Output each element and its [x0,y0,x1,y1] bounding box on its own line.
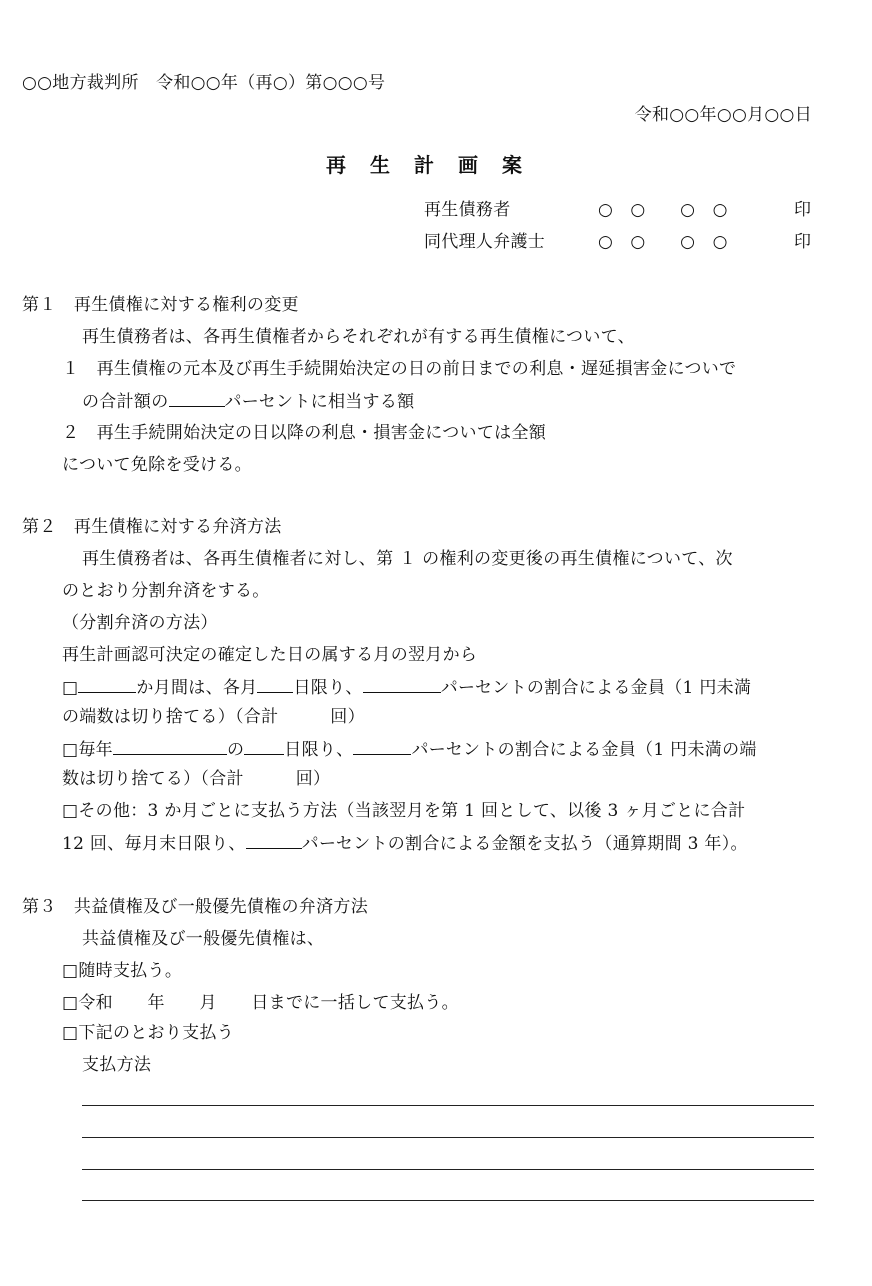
percentage-blank [169,390,225,407]
document-title: 再生計画案 [326,153,546,177]
section-1-item-1-text-a: の合計額の [82,392,169,412]
monthly-option-text-d: パーセントの割合による金員（1 円未満 [440,678,752,698]
monthly-option-line-1 [62,676,751,699]
yearly-option-text-b: の [226,740,245,760]
section-2-intro-line-1: 再生債務者は、各再生債権者に対し、第 １ の権利の変更後の再生債権について、次 [82,549,733,569]
day-blank [257,676,293,693]
other-option-text-a: 12 回、毎月末日限り、 [62,834,246,854]
payment-method-line-4 [82,1200,814,1201]
attorney-seal: 印 [794,232,812,252]
section-3-heading: 第３ 共益債権及び一般優先債権の弁済方法 [22,897,368,917]
section-1-item-1-line-2 [82,390,414,413]
monthly-option-text-b: か月間は、各月 [136,678,258,698]
monthly-option-text-c: 日限り、 [293,678,363,698]
yearly-option-text-c: 日限り、 [284,740,354,760]
installment-start-text: 再生計画認可決定の確定した日の属する月の翌月から [62,645,478,665]
other-option-line-1: □その他：3 か月ごとに支払う方法（当該翌月を第 1 回として、以後 3 ヶ月ごとに合計 [62,801,746,821]
payment-method-line-3 [82,1169,814,1170]
section-3-intro: 共益債権及び一般優先債権は、 [82,929,325,949]
date-blank [113,738,227,755]
payment-method-line-1 [82,1105,814,1106]
yearly-option-line-2: 数は切り捨てる）（合計 回） [62,769,331,789]
percentage-blank [353,738,411,755]
other-option-text-b: パーセントの割合による金額を支払う（通算期間 3 年）。 [301,834,748,854]
percentage-blank [363,676,441,693]
lump-sum-option: □令和 年 月 日までに一括して支払う。 [62,993,459,1013]
section-1-item-1-text-b: パーセントに相当する額 [224,392,415,412]
debtor-name: ○ ○ ○ ○ [598,200,728,220]
pay-as-below-option: □下記のとおり支払う [62,1023,235,1043]
pay-anytime-option: □随時支払う。 [62,961,183,981]
monthly-option-checkbox: □ [62,678,79,698]
yearly-option-text-d: パーセントの割合による金員（1 円未満の端 [411,740,757,760]
percentage-blank [246,832,302,849]
section-1-item-2: ２ 再生手続開始決定の日以降の利息・損害金については全額 [62,423,547,443]
section-1-intro: 再生債務者は、各再生債権者からそれぞれが有する再生債権について、 [82,327,635,347]
attorney-role-label: 同代理人弁護士 [424,232,546,252]
months-blank [78,676,136,693]
section-2-intro-line-2: のとおり分割弁済をする。 [62,581,270,601]
document-date: 令和○○年○○月○○日 [634,105,812,125]
monthly-option-line-2: の端数は切り捨てる）（合計 回） [62,707,365,727]
debtor-role-label: 再生債務者 [424,200,511,220]
payment-method-label: 支払方法 [82,1055,152,1075]
case-number-line: ○○地方裁判所 令和○○年（再○）第○○○号 [22,73,386,93]
section-1-item-1-line-1: １ 再生債権の元本及び再生手続開始決定の日の前日までの利息・遅延損害金についで [62,359,737,379]
attorney-name: ○ ○ ○ ○ [598,232,728,252]
other-option-line-2 [62,832,748,855]
yearly-option-line-1 [62,738,757,761]
payment-method-line-2 [82,1137,814,1138]
yearly-option-text-a: □毎年 [62,740,113,760]
debtor-seal: 印 [794,200,812,220]
day-blank [244,738,284,755]
section-1-heading: 第１ 再生債権に対する権利の変更 [22,295,299,315]
section-2-heading: 第２ 再生債権に対する弁済方法 [22,517,282,537]
installment-method-label: （分割弁済の方法） [62,613,218,633]
section-1-closing: について免除を受ける。 [62,455,252,475]
